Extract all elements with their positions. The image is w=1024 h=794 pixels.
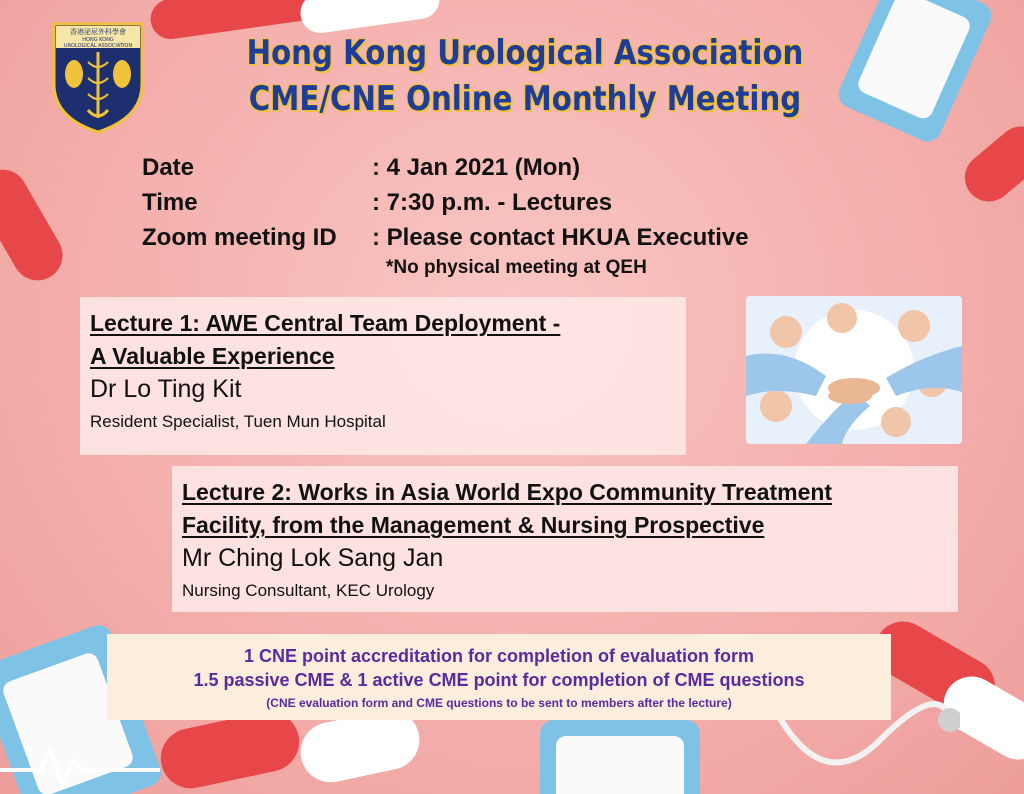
- hkua-logo: [52, 22, 144, 134]
- time-label: Time: [142, 189, 198, 216]
- lecture-2-speaker: Mr Ching Lok Sang Jan: [182, 544, 444, 572]
- decorative-device: [556, 736, 684, 794]
- title-line-2: CME/CNE Online Monthly Meeting: [248, 79, 802, 119]
- title-line-1: Hong Kong Urological Association: [246, 33, 804, 73]
- team-hands-photo: [746, 296, 962, 444]
- lecture-2-title-line-1: Lecture 2: Works in Asia World Expo Community Treatment: [182, 479, 833, 505]
- logo-english-line2: UROLOGICAL ASSOCIATION: [63, 43, 133, 49]
- logo-english-line1: HONG KONG: [82, 37, 114, 43]
- lecture-1-role: Resident Specialist, Tuen Mun Hospital: [90, 412, 386, 431]
- date-label: Date: [142, 154, 195, 181]
- lecture-2-card: [172, 466, 958, 612]
- decorative-pill: [0, 161, 72, 290]
- cme-accreditation-box: [107, 634, 891, 720]
- lecture-1-title-line-2: A Valuable Experience: [90, 343, 335, 369]
- lecture-1-speaker: Dr Lo Ting Kit: [90, 375, 242, 403]
- lecture-2-title-line-2: Facility, from the Management & Nursing Prospective: [182, 512, 765, 538]
- meeting-details: [142, 150, 749, 255]
- decorative-heartbeat: [0, 740, 160, 790]
- cne-accreditation-text: 1 CNE point accreditation for completion of evaluation form: [243, 646, 755, 666]
- zoom-value: : Please contact HKUA Executive: [372, 224, 749, 251]
- time-value: : 7:30 p.m. - Lectures: [372, 189, 613, 216]
- zoom-row: [142, 220, 749, 255]
- logo-chinese-name: 香港泌尿外科學會: [70, 28, 126, 36]
- lecture-1-card: [80, 297, 686, 455]
- lecture-1-title-line-1: Lecture 1: AWE Central Team Deployment -: [90, 310, 561, 336]
- no-physical-meeting-note: *No physical meeting at QEH: [386, 257, 647, 278]
- lecture-2-role: Nursing Consultant, KEC Urology: [182, 581, 435, 600]
- date-row: [142, 150, 749, 185]
- cme-note-text: (CNE evaluation form and CME questions to be sent to members after the lecture): [266, 696, 732, 710]
- time-row: [142, 185, 749, 220]
- decorative-pill: [955, 117, 1024, 212]
- date-value: : 4 Jan 2021 (Mon): [372, 154, 581, 181]
- page-title: [203, 30, 848, 122]
- cme-points-text: 1.5 passive CME & 1 active CME point for completion of CME questions: [193, 670, 805, 690]
- zoom-label: Zoom meeting ID: [142, 224, 337, 251]
